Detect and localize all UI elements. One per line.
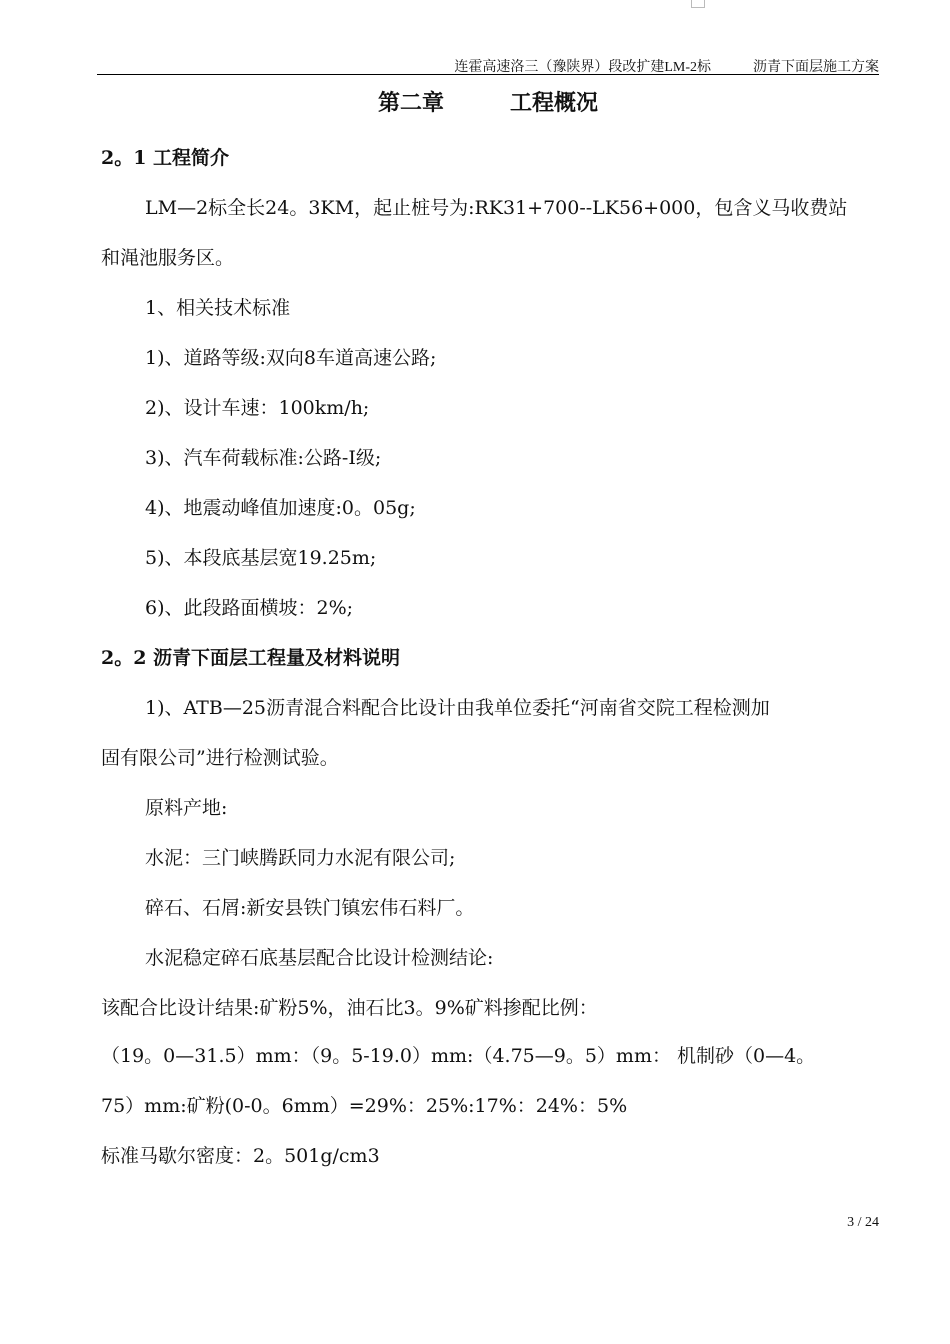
- running-header: 连霍高速洛三（豫陕界）段改扩建LM-2标 沥青下面层施工方案: [454, 60, 879, 75]
- page-number: 3 / 24: [847, 1215, 879, 1230]
- list-item: 1)、道路等级:双向8车道高速公路;: [145, 347, 437, 369]
- paragraph-line: 水泥：三门峡腾跃同力水泥有限公司;: [145, 847, 456, 869]
- paragraph-line: 标准马歇尔密度：2。501g/cm3: [101, 1145, 380, 1167]
- chapter-title: 第二章 工程概况: [377, 90, 598, 116]
- paragraph-line: LM—2标全长24。3KM，起止桩号为:RK31+700--LK56+000，包含义马收费站: [145, 197, 848, 219]
- paragraph-line: 和渑池服务区。: [101, 247, 235, 269]
- header-rule: [97, 74, 879, 75]
- page-corner-marker: [691, 0, 705, 8]
- list-item: 6)、此段路面横坡：2%;: [145, 597, 354, 619]
- section-heading-2-1: 2。1 工程简介: [101, 147, 230, 169]
- section-heading-2-2: 2。2 沥青下面层工程量及材料说明: [101, 647, 401, 669]
- list-item: 3)、汽车荷载标准:公路-Ⅰ级;: [145, 447, 382, 469]
- paragraph-line: 原料产地:: [145, 797, 228, 819]
- paragraph-line: 75）mm:矿粉(0-0。6mm）=29%：25%:17%：24%：5%: [101, 1095, 628, 1117]
- list-item: 4)、地震动峰值加速度:0。05g;: [145, 497, 416, 519]
- list-item: 2)、设计车速：100km/h;: [145, 397, 370, 419]
- paragraph-line: 碎石、石屑:新安县铁门镇宏伟石料厂。: [145, 897, 475, 919]
- paragraph-line: 该配合比设计结果:矿粉5%，油石比3。9%矿料掺配比例：: [101, 997, 598, 1019]
- paragraph-line: 固有限公司”进行检测试验。: [101, 747, 339, 769]
- list-title: 1、相关技术标准: [145, 297, 291, 319]
- paragraph-line: 1)、ATB—25沥青混合料配合比设计由我单位委托“河南省交院工程检测加: [145, 697, 770, 719]
- paragraph-line: （19。0—31.5）mm：（9。5-19.0）mm:（4.75—9。5）mm： 机制砂（0—4。: [101, 1045, 816, 1067]
- list-item: 5)、本段底基层宽19.25m;: [145, 547, 377, 569]
- paragraph-line: 水泥稳定碎石底基层配合比设计检测结论:: [145, 947, 494, 969]
